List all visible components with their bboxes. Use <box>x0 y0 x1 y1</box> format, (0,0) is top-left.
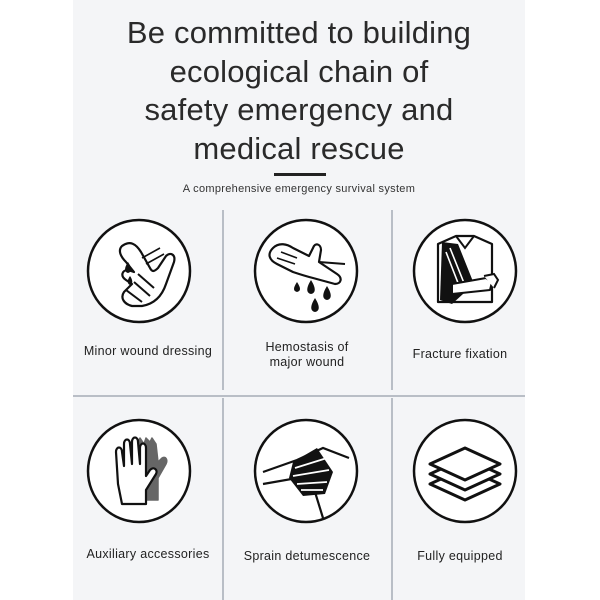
headline-line-4: medical rescue <box>193 130 405 166</box>
feature-label-hemostasis-line-2: major wound <box>269 355 345 369</box>
gloves-icon <box>86 418 192 524</box>
subtitle: A comprehensive emergency survival system <box>182 183 416 195</box>
feature-label-fully-equipped: Fully equipped <box>417 549 503 563</box>
knee-bandage-icon <box>253 418 359 524</box>
feature-label-hemostasis-line-1: Hemostasis of <box>265 340 349 354</box>
grid-divider-vertical-1 <box>222 210 224 390</box>
title-divider <box>274 173 326 176</box>
grid-divider-vertical-2 <box>391 210 393 390</box>
headline <box>73 14 525 168</box>
headline-line-3: safety emergency and <box>144 92 454 127</box>
bandaged-finger-icon <box>86 218 192 324</box>
bleeding-hand-icon <box>253 218 359 324</box>
grid-divider-vertical-4 <box>391 398 393 600</box>
stacked-layers-icon <box>412 418 518 524</box>
feature-label-hemostasis <box>227 340 387 370</box>
feature-label-auxiliary-accessories: Auxiliary accessories <box>86 547 210 561</box>
headline-line-2: ecological chain of <box>169 53 429 89</box>
feature-label-minor-wound-dressing: Minor wound dressing <box>83 344 213 358</box>
grid-divider-horizontal <box>73 395 525 397</box>
feature-label-fracture-fixation: Fracture fixation <box>412 347 508 361</box>
grid-divider-vertical-3 <box>222 398 224 600</box>
arm-sling-icon <box>412 218 518 324</box>
headline-line-1: Be committed to building <box>126 15 472 50</box>
feature-label-sprain-detumescence: Sprain detumescence <box>243 549 371 563</box>
